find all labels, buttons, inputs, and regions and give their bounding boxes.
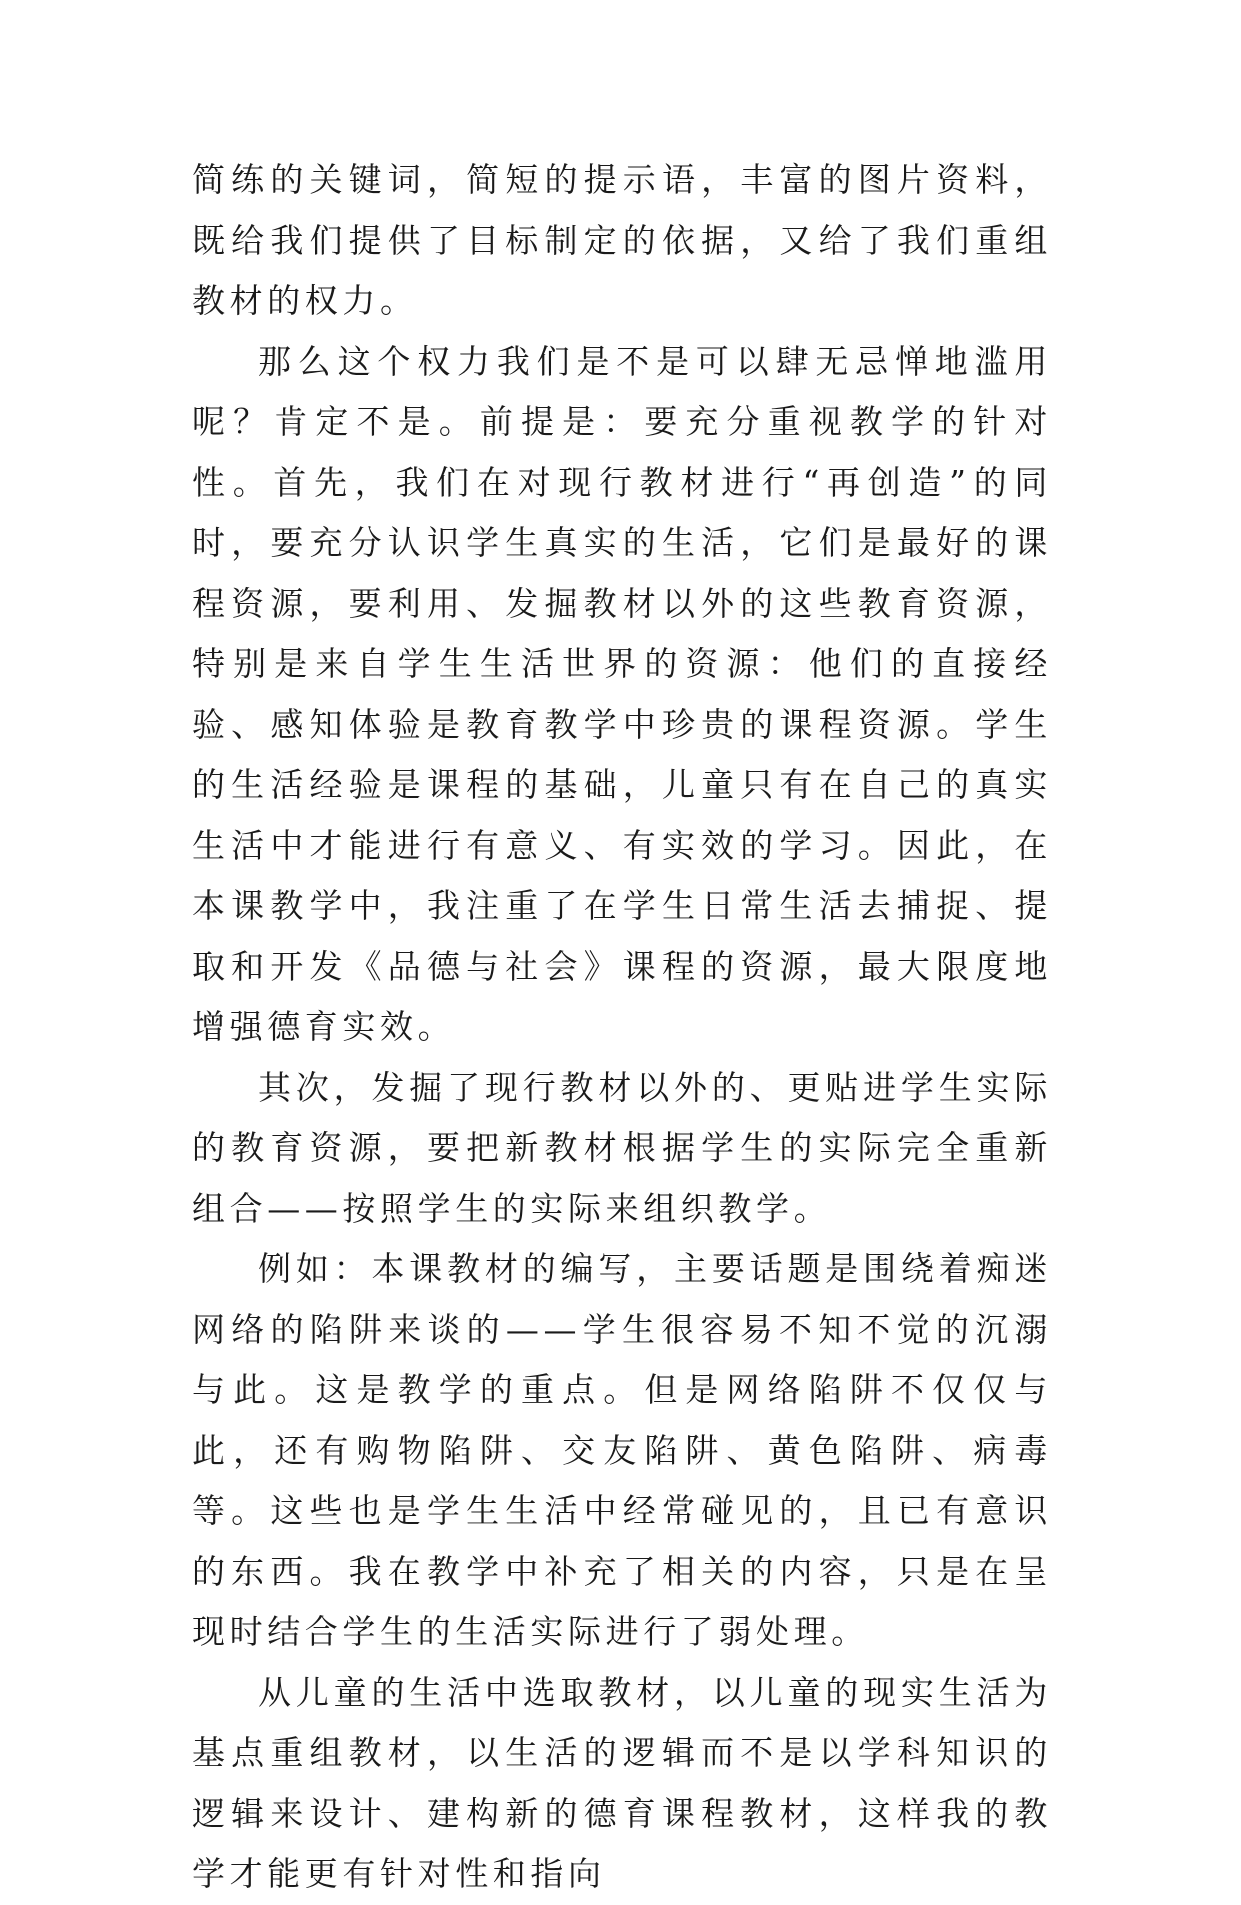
document-body [192, 150, 1052, 1905]
paragraph-1: 简练的关键词，简短的提示语，丰富的图片资料，既给我们提供了目标制定的依据，又给了我们重组教材的权力。 [192, 160, 1052, 320]
paragraph-3: 其次，发掘了现行教材以外的、更贴进学生实际的教育资源，要把新教材根据学生的实际完全重新组合——按照学生的实际来组织教学。 [192, 1067, 1052, 1228]
paragraph-5: 从儿童的生活中选取教材，以儿童的现实生活为基点重组教材，以生活的逻辑而不是以学科知识的逻辑来设计、建构新的德育课程教材，这样我的教学才能更有针对性和指向 [192, 1672, 1052, 1893]
paragraph-2: 那么这个权力我们是不是可以肆无忌惮地滥用呢？肯定不是。前提是：要充分重视教学的针对性。首先，我们在对现行教材进行“再创造”的同时，要充分认识学生真实的生活，它们是最好的课程资源，要利用、发掘教材以外的这些教育资源，特别是来自学生生活世界的资源：他们的直接经验、感知体验是教育教学中珍贵的课程资源。学生的生活经验是课程的基础，儿童只有在自己的真实生活中才能进行有意义、有实效的学习。因此，在本课教学中，我注重了在学生日常生活去捕捉、提取和开发《品德与社会》课程的资源，最大限度地增强德育实效。 [192, 341, 1052, 1046]
paragraph-4: 例如：本课教材的编写，主要话题是围绕着痴迷网络的陷阱来谈的——学生很容易不知不觉的沉溺与此。这是教学的重点。但是网络陷阱不仅仅与此，还有购物陷阱、交友陷阱、黄色陷阱、病毒等。这些也是学生生活中经常碰见的，且已有意识的东西。我在教学中补充了相关的内容，只是在呈现时结合学生的生活实际进行了弱处理。 [192, 1249, 1052, 1651]
